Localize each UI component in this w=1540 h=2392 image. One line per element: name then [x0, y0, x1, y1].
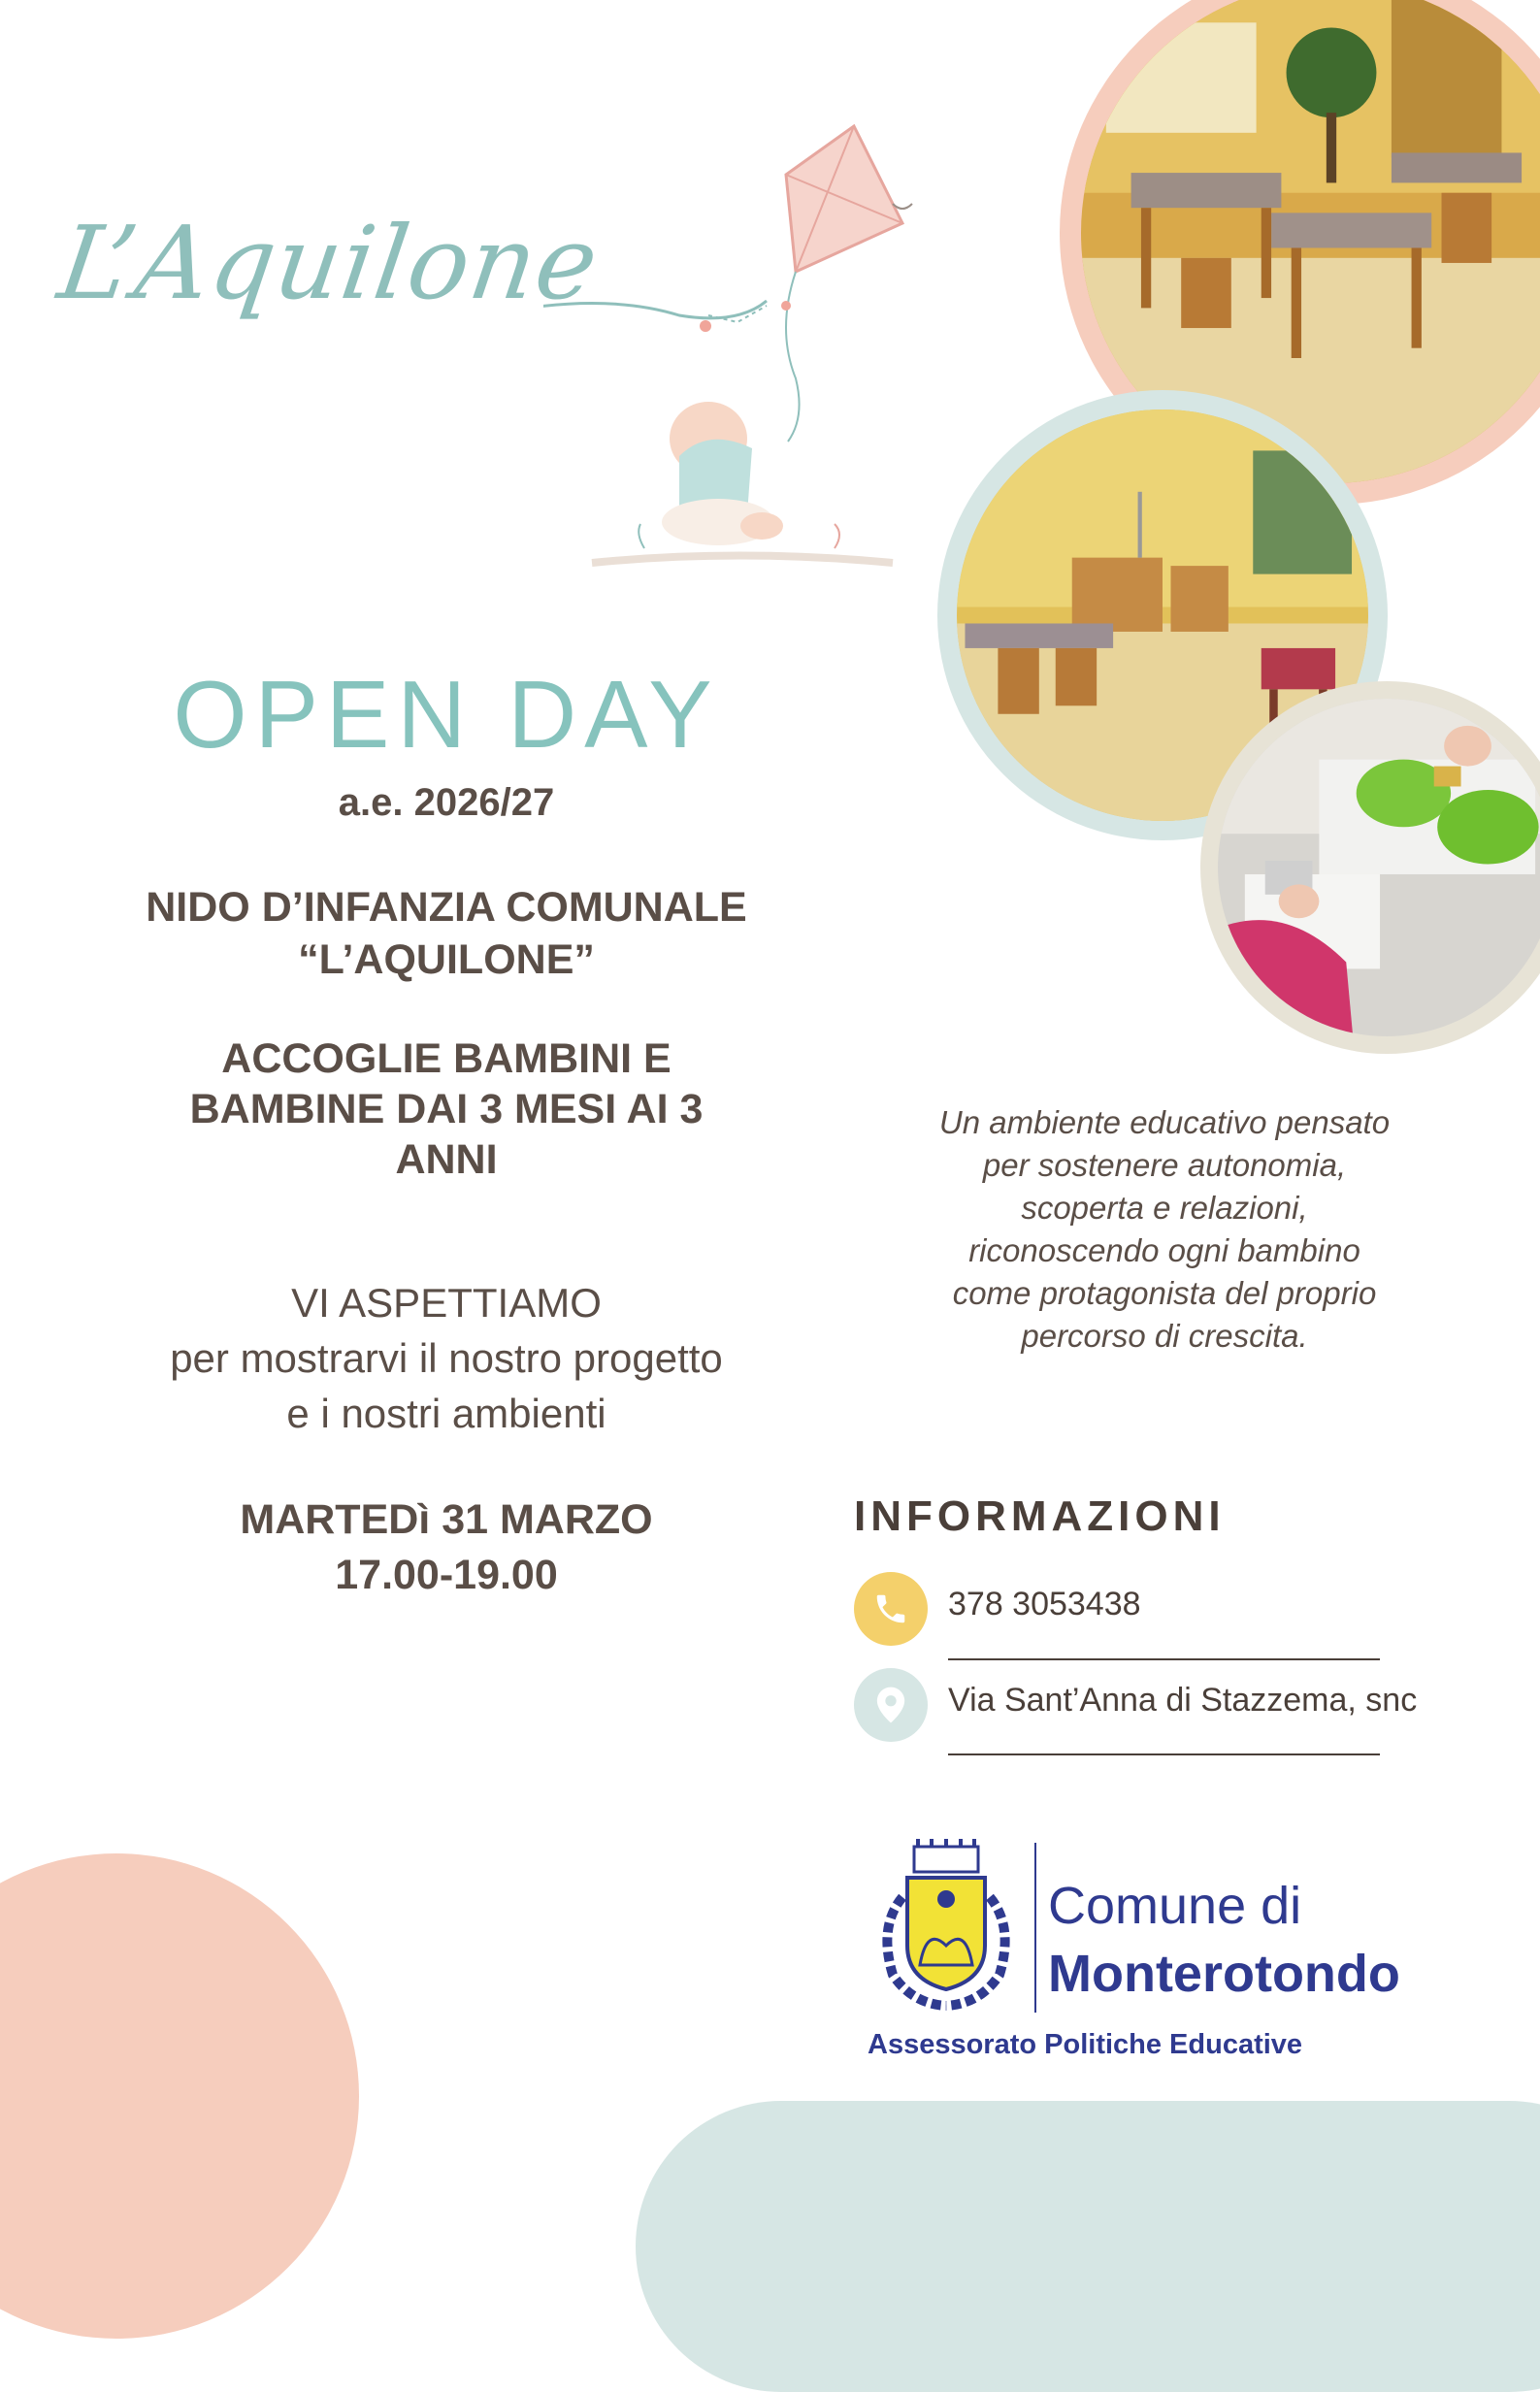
kite-baby-illustration — [543, 107, 932, 602]
comune-line-1: Comune di — [1048, 1877, 1302, 1935]
nido-name — [58, 881, 835, 986]
comune-line-2: Monterotondo — [1048, 1945, 1400, 2003]
address-row[interactable] — [854, 1668, 1475, 1742]
location-pin-icon — [854, 1668, 928, 1742]
address-divider — [948, 1753, 1380, 1755]
age-range-text: ACCOGLIE BAMBINI E BAMBINE DAI 3 MESI AI 3 ANNI — [189, 1035, 704, 1183]
description-line-1: Un ambiente educativo pensato — [938, 1104, 1391, 1140]
phone-icon — [854, 1572, 928, 1646]
address-text: Via Sant’Anna di Stazzema, snc — [948, 1682, 1418, 1719]
coat-of-arms-icon — [864, 1839, 1029, 2014]
phone-number: 378 3053438 — [948, 1586, 1141, 1622]
decorative-teal-shape — [636, 2101, 1540, 2392]
info-heading: INFORMAZIONI — [854, 1492, 1226, 1540]
brand-logo-text: L’Aquilone — [51, 204, 606, 322]
event-date: MARTEDì 31 MARZO — [240, 1496, 653, 1543]
school-year: a.e. 2026/27 — [338, 781, 555, 824]
description-line-6: percorso di crescita. — [1021, 1318, 1308, 1354]
invitation-line-2: per mostrarvi il nostro progetto — [170, 1335, 723, 1381]
description-line-3: scoperta e relazioni, — [1021, 1190, 1308, 1226]
description-line-4: riconoscendo ogni bambino — [968, 1232, 1360, 1268]
logo-divider — [1034, 1843, 1036, 2013]
invitation-line-3: e i nostri ambienti — [286, 1391, 606, 1436]
comune-logo — [864, 1839, 1446, 2072]
assessorato-label: Assessorato Politiche Educative — [868, 2029, 1303, 2060]
phone-divider — [948, 1658, 1380, 1660]
invitation-line-1: VI ASPETTIAMO — [291, 1280, 602, 1326]
open-day-title: OPEN DAY — [173, 661, 720, 768]
description-line-5: come protagonista del proprio — [952, 1275, 1377, 1311]
event-datetime — [58, 1492, 835, 1603]
nido-line-1: NIDO D’INFANZIA COMUNALE — [146, 884, 747, 931]
phone-row[interactable] — [854, 1572, 1475, 1646]
event-time: 17.00-19.00 — [335, 1552, 558, 1598]
description-line-2: per sostenere autonomia, — [982, 1147, 1347, 1183]
description-text — [873, 1101, 1456, 1358]
decorative-peach-circle — [0, 1853, 359, 2339]
nido-line-2: “L’AQUILONE” — [298, 936, 595, 983]
invitation-text — [58, 1275, 835, 1441]
